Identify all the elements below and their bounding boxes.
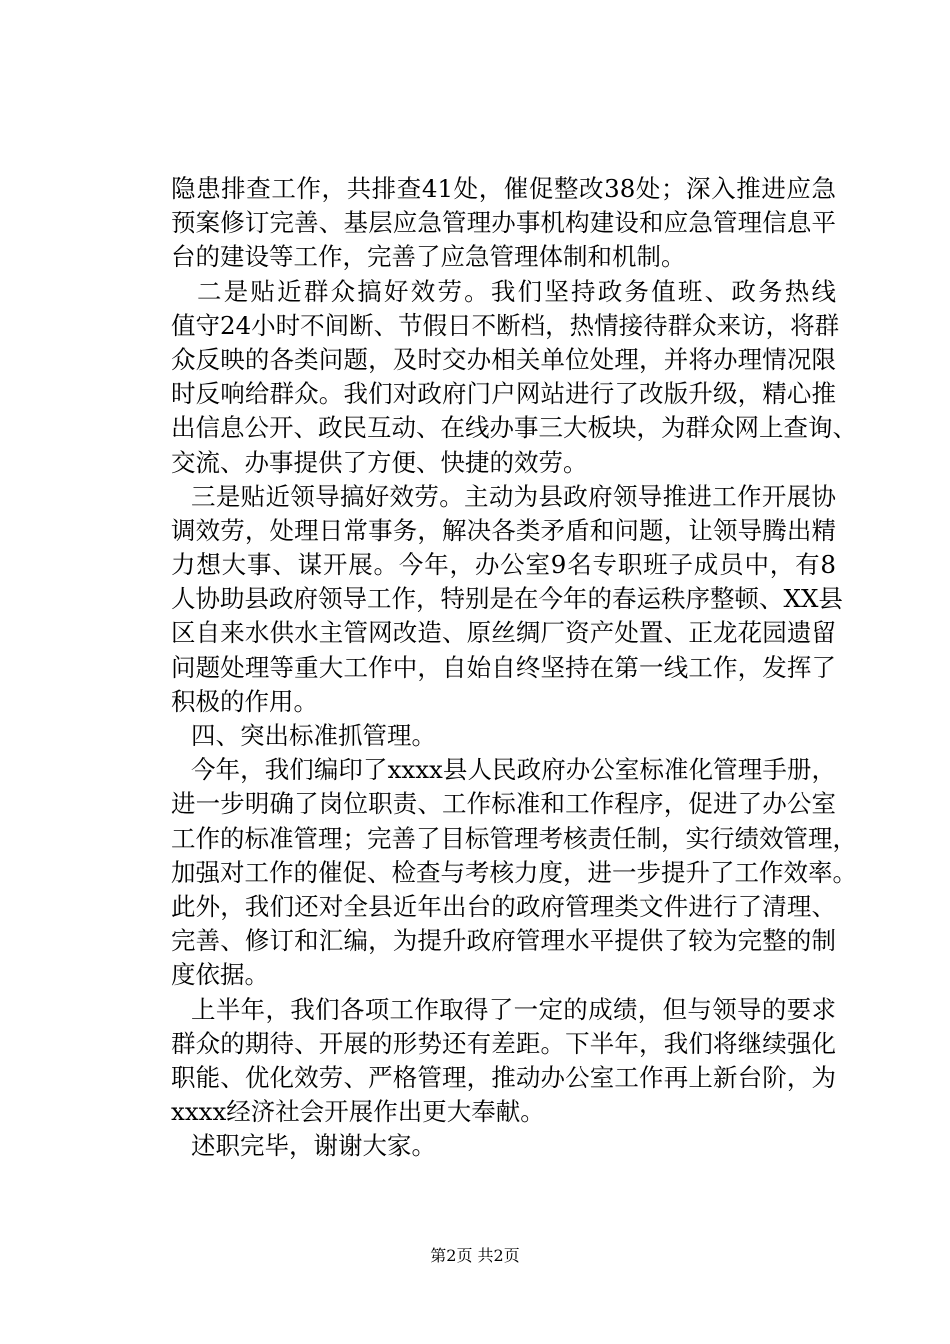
text-line: 众反映的各类问题，及时交办相关单位处理，并将办理情况限 bbox=[171, 344, 836, 374]
text-line: 职能、优化效劳、严格管理，推动办公室工作再上新台阶，为 bbox=[171, 1062, 836, 1092]
text-line: 台的建设等工作，完善了应急管理体制和机制。 bbox=[171, 242, 686, 272]
paragraph-start-line: 上半年，我们各项工作取得了一定的成绩，但与领导的要求 bbox=[191, 994, 836, 1024]
text-line: 时反响给群众。我们对政府门户网站进行了改版升级，精心推 bbox=[171, 379, 836, 409]
paragraph-start-line: 今年，我们编印了xxxx县人民政府办公室标准化管理手册， bbox=[191, 755, 836, 785]
text-line: 交流、办事提供了方便、快捷的效劳。 bbox=[171, 447, 588, 477]
document-body bbox=[171, 172, 857, 1163]
text-line: 工作的标准管理；完善了目标管理考核责任制，实行绩效管理， bbox=[171, 823, 857, 853]
text-line: 度依据。 bbox=[171, 960, 269, 990]
page-number-label: 第2页 共2页 bbox=[430, 1246, 520, 1265]
text-line: 调效劳，处理日常事务，解决各类矛盾和问题，让领导腾出精 bbox=[171, 515, 836, 545]
text-line: 区自来水供水主管网改造、原丝绸厂资产处置、正龙花园遗留 bbox=[171, 618, 836, 648]
text-line: 完善、修订和汇编，为提升政府管理水平提供了较为完整的制 bbox=[171, 926, 836, 956]
text-line: 进一步明确了岗位职责、工作标准和工作程序，促进了办公室 bbox=[171, 789, 836, 819]
text-line: 积极的作用。 bbox=[171, 686, 318, 716]
text-line: 隐患排查工作，共排查41处，催促整改38处；深入推进应急 bbox=[171, 174, 836, 203]
paragraph-start-line: 二是贴近群众搞好效劳。我们坚持政务值班、政务热线 bbox=[197, 276, 836, 306]
text-line: 问题处理等重大工作中，自始自终坚持在第一线工作，发挥了 bbox=[171, 652, 836, 682]
text-line: 出信息公开、政民互动、在线办事三大板块，为群众网上查询、 bbox=[171, 413, 857, 443]
text-line: 群众的期待、开展的形势还有差距。下半年，我们将继续强化 bbox=[171, 1028, 836, 1058]
text-line: 加强对工作的催促、检查与考核力度，进一步提升了工作效率。 bbox=[171, 857, 857, 887]
text-line: 力想大事、谋开展。今年，办公室9名专职班子成员中，有8 bbox=[171, 550, 836, 580]
text-line: 值守24小时不间断、节假日不断档，热情接待群众来访，将群 bbox=[171, 310, 840, 340]
text-line: 人协助县政府领导工作，特别是在今年的春运秩序整顿、XX县 bbox=[171, 584, 843, 614]
section-heading: 四、突出标准抓管理。 bbox=[191, 721, 436, 750]
text-line: 此外，我们还对全县近年出台的政府管理类文件进行了清理、 bbox=[171, 891, 836, 921]
text-line: 预案修订完善、基层应急管理办事机构建设和应急管理信息平 bbox=[171, 208, 836, 238]
paragraph-start-line: 三是贴近领导搞好效劳。主动为县政府领导推进工作开展协 bbox=[191, 481, 836, 511]
text-line: xxxx经济社会开展作出更大奉献。 bbox=[171, 1097, 545, 1127]
page-footer bbox=[0, 1246, 950, 1266]
closing-line: 述职完毕，谢谢大家。 bbox=[191, 1131, 436, 1161]
